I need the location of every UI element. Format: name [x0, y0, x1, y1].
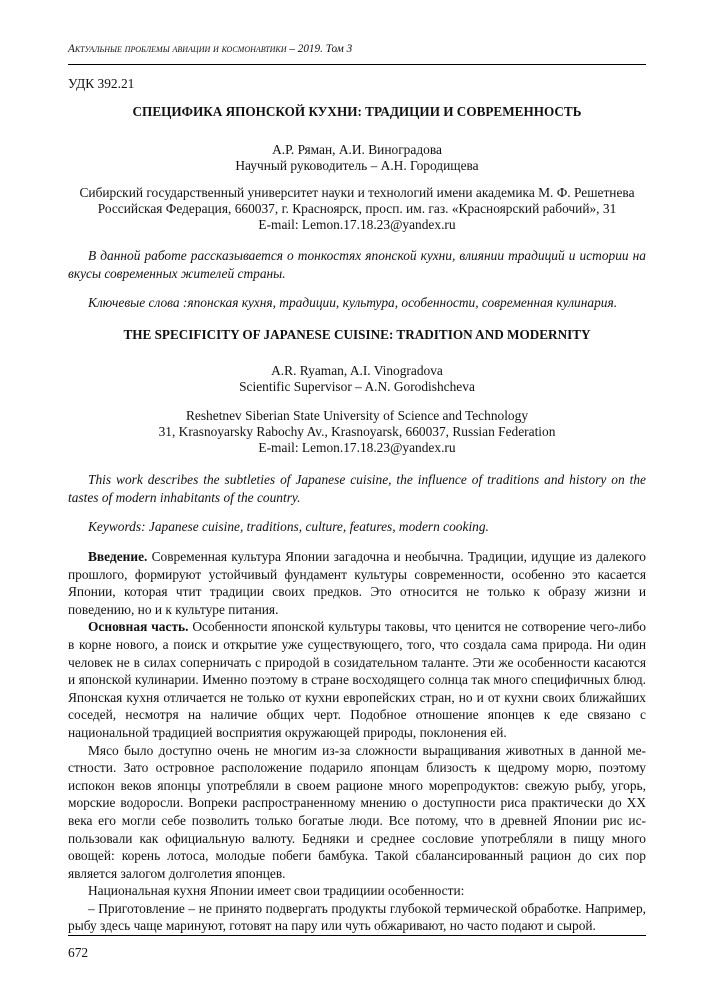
list-item: – Приготовление – не принято подвергать продукты глубокой термической обработке. Например, рыбу здесь чаще маринуют, готовят на пару или чуть обжаривают, но часто подают и сырой.	[68, 900, 646, 934]
main-text: Особенности японской культуры таковы, что ценится не сотворение чего-либо в корне нового, а поиск и открытие уже существующего, того, что создала сама природа. Ни один человек не в силах соперничать с природой в созидательном таланте. Эти же особенности касаются и японской кулинарии. Именно поэтому в стране восходящего солнца так много специфичных блюд. Японская кухня отличается не только от кухни европейских стран, но и от кухни своих ближайших соседей, несмотря на наличие общих черт. Подобное отношение японцев к еде связано с национальной традицией восприятия окружающей природы, поклонения ей.	[68, 619, 646, 740]
affiliation-en-2: 31, Krasnoyarsky Rabochy Av., Krasnoyarsk, 660037, Russian Federation	[158, 424, 556, 439]
intro-text: Современная культура Японии загадочна и необычна. Традиции, идущие из далекого прошлого, формируют устойчивый фундамент культуры современности, особенно это касается Японии, которая чтит традиции своих предков. Это относится не только к образу жизни и поведению, но и к культуре питания.	[68, 549, 646, 617]
main-paragraph	[68, 618, 646, 741]
supervisor-ru: Научный руководитель – А.Н. Городищева	[235, 158, 479, 173]
keywords-en: Keywords: Japanese cuisine, traditions, culture, features, modern cooking.	[88, 519, 489, 534]
body-text	[68, 548, 646, 935]
authors-en: A.R. Ryaman, A.I. Vinogradova	[271, 363, 443, 378]
email-ru: E-mail: Lemon.17.18.23@yandex.ru	[258, 217, 456, 232]
features-intro: Национальная кухня Японии имеет свои традициии особенности:	[88, 883, 465, 899]
journal-name: Актуальные проблемы авиации и космонавтики	[68, 43, 287, 55]
header-rule	[68, 64, 646, 65]
intro-label: Введение.	[88, 549, 148, 564]
affiliation-ru-1: Сибирский государственный университет науки и технологий имени академика М. Ф. Решетнева	[79, 185, 635, 200]
affiliation-en-1: Reshetnev Siberian State University of Science and Technology	[185, 408, 529, 423]
udk-code: УДК 392.21	[68, 76, 135, 91]
abstract-en: This work describes the subtleties of Japanese cuisine, the influence of traditions and history on the tastes of modern inhabitants of the country.	[68, 472, 646, 505]
running-head	[68, 43, 352, 55]
affiliation-ru-2: Российская Федерация, 660037, г. Красноярск, просп. им. газ. «Красноярский рабочий», 31	[97, 201, 617, 216]
main-label: Основная часть.	[88, 619, 189, 635]
intro-paragraph	[68, 548, 646, 618]
page-number: 672	[68, 945, 89, 960]
meat-paragraph: Мясо было доступно очень не многим из-за сложности выращивания животных в данной местности. Зато островное расположение подарило японцам близость к щедрому морю, поэтому испокон веков японцы употребляли в своем рационе много морепродуктов: свежую рыбу, угорь, морские водоросли. Вопреки распространенному мнению о доступности риса практически до XX века его могли себе позволить только богатые люди. Все потому, что в древней Японии рис использовали как официальную валюту. Бедняки и среднее сословие употребляли в пищу много овощей: корень лотоса, молодые побеги бамбука. Такой сбалансированный рацион до сих пор является залогом долголетия японцев.	[68, 742, 646, 881]
title-ru: СПЕЦИФИКА ЯПОНСКОЙ КУХНИ: ТРАДИЦИИ И СОВРЕМЕННОСТЬ	[132, 104, 582, 119]
abstract-ru: В данной работе рассказывается о тонкостях японской кухни, влиянии традиций и истории на вкусы современных жителей страны.	[68, 248, 646, 281]
keywords-ru: Ключевые слова :японская кухня, традиции, культура, особенности, современная кулинария.	[88, 295, 618, 310]
email-en: E-mail: Lemon.17.18.23@yandex.ru	[258, 440, 456, 455]
authors-ru: А.Р. Ряман, А.И. Виноградова	[272, 142, 442, 157]
footer-rule	[68, 935, 646, 936]
supervisor-en: Scientific Supervisor – A.N. Gorodishcheva	[239, 379, 475, 394]
year-volume: – 2019. Том 3	[286, 43, 353, 55]
title-en: THE SPECIFICITY OF JAPANESE CUISINE: TRADITION AND MODERNITY	[123, 327, 591, 342]
